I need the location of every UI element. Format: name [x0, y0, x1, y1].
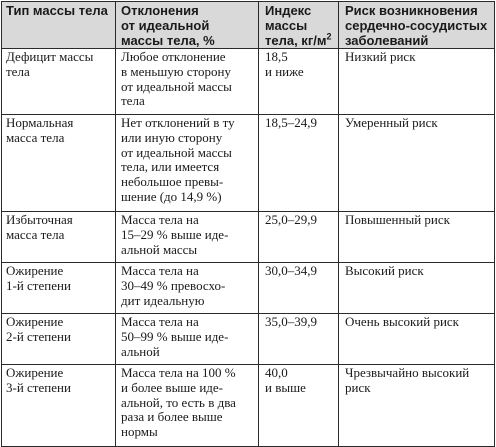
- cell-bmi: 18,5 и ниже: [259, 49, 339, 115]
- cell-deviation: Масса тела на 50–99 % выше иде- альной: [116, 314, 259, 365]
- cell-body-type: Избыточная масса тела: [2, 212, 116, 263]
- table-row: [2, 365, 495, 447]
- table-row: [2, 115, 495, 212]
- header-risk: Риск возникновения сердечно-сосудистых заболеваний: [339, 2, 495, 49]
- cell-risk: Повышенный риск: [339, 212, 495, 263]
- cell-bmi: 25,0–29,9: [259, 212, 339, 263]
- cell-body-type: Дефицит массы тела: [2, 49, 116, 115]
- cell-bmi: 40,0 и выше: [259, 365, 339, 447]
- header-body-type: Тип массы тела: [2, 2, 116, 49]
- cell-body-type: Ожирение 1-й степени: [2, 263, 116, 314]
- cell-risk: Умеренный риск: [339, 115, 495, 212]
- cell-bmi: 30,0–34,9: [259, 263, 339, 314]
- header-bmi: Индекс массы тела, $кг/м^2$: [259, 2, 339, 49]
- cell-risk: Высокий риск: [339, 263, 495, 314]
- cell-deviation: Любое отклонение в меньшую сторону от идеальной массы тела: [116, 49, 259, 115]
- cell-body-type: Ожирение 3-й степени: [2, 365, 116, 447]
- cell-risk: Очень высокий риск: [339, 314, 495, 365]
- table-row: [2, 212, 495, 263]
- cell-body-type: Ожирение 2-й степени: [2, 314, 116, 365]
- header-deviation: Отклонения от идеальной массы тела, %: [116, 2, 259, 49]
- header-row: [2, 2, 495, 49]
- unit-superscript: 2: [326, 31, 332, 42]
- cell-deviation: Масса тела на 100 % и более выше иде- альной, то есть в два раза и более выше нормы: [116, 365, 259, 447]
- cell-bmi: 35,0–39,9: [259, 314, 339, 365]
- table-row: [2, 263, 495, 314]
- table-row: [2, 314, 495, 365]
- cell-risk: Низкий риск: [339, 49, 495, 115]
- table-row: [2, 49, 495, 115]
- cell-risk: Чрезвычайно высокий риск: [339, 365, 495, 447]
- cell-deviation: Масса тела на 30–49 % превосхо- дит идеальную: [116, 263, 259, 314]
- cell-bmi: 18,5–24,9: [259, 115, 339, 212]
- cell-body-type: Нормальная масса тела: [2, 115, 116, 212]
- cell-deviation: Нет отклонений в ту или иную сторону от идеальной массы тела, или имеется небольшое превы- шение (до 14,9 %): [116, 115, 259, 212]
- cell-deviation: Масса тела на 15–29 % выше иде- альной массы: [116, 212, 259, 263]
- bmi-risk-table: [1, 1, 495, 447]
